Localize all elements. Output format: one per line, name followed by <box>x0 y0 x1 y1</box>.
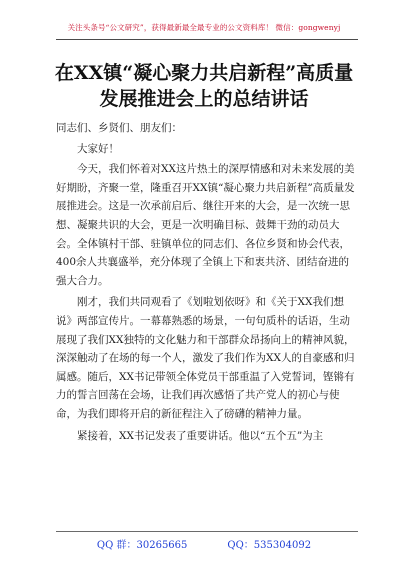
footer-divider <box>56 531 358 532</box>
greeting: 大家好！ <box>77 142 119 155</box>
document-body <box>56 119 356 448</box>
footer-contact <box>0 536 408 551</box>
header-divider <box>56 39 358 40</box>
paragraph-2: 刚才，我们共同观看了《划啦划依呀》和《关于XX我们想说》两部宣传片。一幕幕熟悉的场景，一句句质朴的话语，生动展现了我们XX独特的文化魅力和干部群众昂扬向上的精神风貌，深深触动了在场的每一个人，激发了我们作为XX人的自豪感和归属感。随后，XX书记带领全体党员干部重温了入党誓词，铿锵有力的誓言回荡在会场，让我们再次感悟了共产党人的初心与使命，为我们即将开启的新征程注入了磅礴的精神力量。 <box>56 296 355 420</box>
paragraph-1: 今天，我们怀着对XX这片热土的深厚情感和对未来发展的美好期盼，齐聚一堂，隆重召开XX镇“凝心聚力共启新程”高质量发展推进会。这是一次承前启后、继往开来的大会，是一次统一思想、凝聚共识的大会，更是一次明确目标、鼓舞干劲的动员大会。全体镇村干部、驻镇单位的同志们、各位乡贤和协会代表，400余人共襄盛举，充分体现了全镇上下和衷共济、团结奋进的强大合力。 <box>56 163 355 287</box>
qq-group-number: QQ 群：30265665 <box>96 540 188 551</box>
salutation: 同志们、乡贤们、朋友们： <box>56 122 182 134</box>
qq-number: QQ：535304092 <box>227 540 312 551</box>
paragraph-3: 紧接着，XX书记发表了重要讲话。他以“五个五”为主 <box>77 429 324 442</box>
document-title: 在XX镇“凝心聚力共启新程”高质量发展推进会上的总结讲话 <box>54 62 354 110</box>
header-banner: 关注头条号“公文研究”，获得最新最全最专业的公文资料库！ 微信：gongwenyj <box>67 23 341 32</box>
